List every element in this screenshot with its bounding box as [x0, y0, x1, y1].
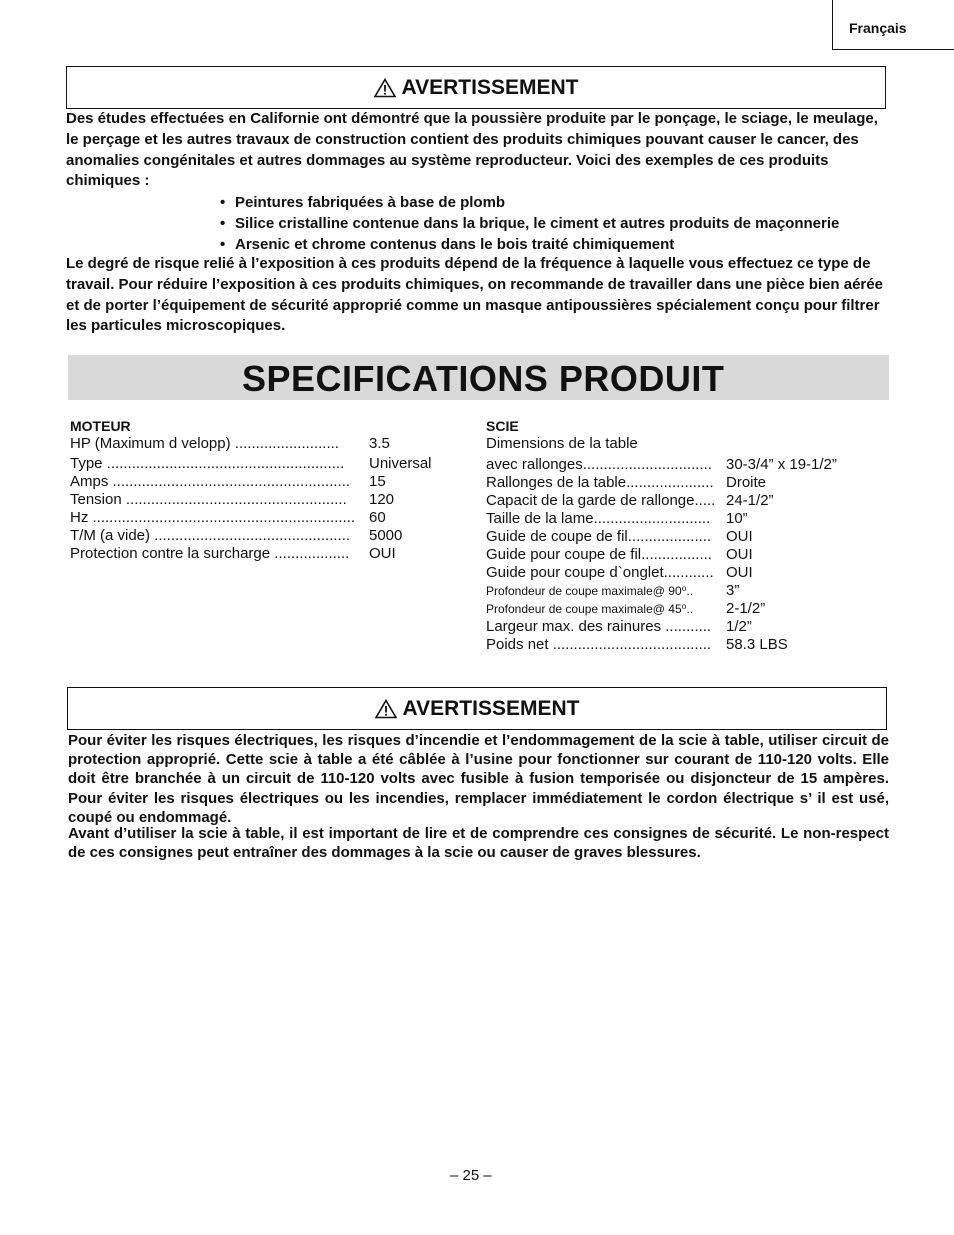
language-tab [832, 0, 954, 50]
saw-heading: SCIE [486, 418, 519, 434]
spec-row [486, 492, 837, 510]
spec-row [70, 527, 432, 545]
spec-label: avec rallonges............................... [486, 456, 712, 473]
spec-value: 60 [369, 509, 386, 526]
spec-value: 120 [369, 491, 395, 508]
chemical-list-item: • Arsenic et chrome contenus dans le bois traité chimiquement [220, 234, 839, 255]
spec-label: Tension ..................................................... [70, 491, 347, 508]
spec-row [70, 545, 432, 563]
warning-2-paragraph-1: Pour éviter les risques électriques, les risques d’incendie et l’endommagement de la scie à table, utiliser circuit de protection approprié. Cette scie à table a été câblée à l’usine pour fonctionner sur courant de 110-120 volts. Elle doit être branchée à un circuit de 110-120 volts avec fusible à fusion temporisée ou disjoncteur de 15 ampères. Pour éviter les risques électriques ou les incendies, remplacer immédiatement le cordon électrique s’ il est usé, coupé ou endommagé. [68, 732, 889, 826]
specifications-band [68, 355, 889, 400]
spec-label: Guide pour coupe d`onglet............ [486, 564, 714, 581]
warning-title-2-wrap [375, 697, 580, 721]
spec-label: Protection contre la surcharge .................. [70, 545, 350, 562]
spec-row [70, 455, 432, 473]
spec-value: 1/2” [726, 618, 752, 635]
spec-value: 3” [726, 582, 740, 599]
spec-row [486, 618, 837, 636]
spec-value: OUI [726, 564, 753, 581]
spec-row [70, 509, 432, 527]
warning-1-outro: Le degré de risque relié à l’exposition à ces produits dépend de la fréquence à laquelle vous effectuez ce type de travail. Pour réduire l’exposition à ces produits chimiques, on recommande de travailler dans une pièce bien aérée et de porter l’équipement de sécurité approprié comme un masque antipoussières spécialement conçu pour filtrer les particules microscopiques. [66, 255, 883, 335]
page-number: – 25 – [450, 1167, 492, 1184]
spec-row [486, 456, 837, 474]
spec-label: Type ......................................................... [70, 455, 345, 472]
warning-triangle-icon [374, 78, 396, 98]
spec-label: Profondeur de coupe maximale@ 90⁰.. [486, 584, 694, 598]
spec-row [486, 474, 837, 492]
spec-row [70, 435, 432, 453]
spec-value: OUI [726, 546, 753, 563]
spec-label: T/M (a vide) ............................................... [70, 527, 351, 544]
spec-label: Profondeur de coupe maximale@ 45⁰.. [486, 602, 694, 616]
spec-value: 58.3 LBS [726, 636, 788, 653]
spec-value: OUI [726, 528, 753, 545]
spec-value: 24-1/2” [726, 492, 774, 509]
spec-row [486, 600, 837, 618]
spec-value: 3.5 [369, 435, 390, 452]
spec-label: Poids net ...................................... [486, 636, 712, 653]
warning-1-intro: Des études effectuées en Californie ont démontré que la poussière produite par le ponçage, le sciage, le meulage, le perçage et les autres travaux de construction contient des produits chimiques pouvant causer le cancer, des anomalies congénitales et autres dommages au système reproducteur. Voici des exemples de ces produits chimiques : [66, 110, 878, 190]
spec-label: Hz ............................................................... [70, 509, 356, 526]
saw-specs [486, 417, 837, 654]
warning-title-1: AVERTISSEMENT [401, 75, 579, 99]
spec-label: Guide pour coupe de fil................. [486, 546, 712, 563]
spec-value: 5000 [369, 527, 403, 544]
spec-row [486, 528, 837, 546]
motor-specs [70, 417, 432, 563]
motor-heading: MOTEUR [70, 418, 131, 434]
warning-2-paragraph-2: Avant d’utiliser la scie à table, il est important de lire et de comprendre ces consignes de sécurité. Le non-respect de ces consignes peut entraîner des dommages à la scie ou causer de graves blessures. [68, 825, 889, 862]
spec-label: Guide de coupe de fil.................... [486, 528, 712, 545]
warning-header-2 [67, 687, 887, 730]
spec-row [486, 636, 837, 654]
language-label: Français [849, 20, 907, 36]
chemical-list [220, 192, 839, 255]
spec-label: Rallonges de la table..................... [486, 474, 714, 491]
spec-label: Amps ......................................................... [70, 473, 351, 490]
spec-label: Largeur max. des rainures ........... [486, 618, 712, 635]
spec-row [486, 510, 837, 528]
spec-value: Universal [369, 455, 432, 472]
spec-row [486, 564, 837, 582]
warning-triangle-icon [375, 699, 397, 719]
spec-value: Droite [726, 474, 767, 491]
warning-header-1 [66, 66, 886, 109]
chemical-list-item: • Silice cristalline contenue dans la brique, le ciment et autres produits de maçonnerie [220, 213, 839, 234]
spec-value: 30-3/4” x 19-1/2” [726, 456, 837, 473]
warning-title-1-wrap [374, 76, 579, 100]
spec-value: OUI [369, 545, 396, 562]
spec-value: 10” [726, 510, 748, 527]
spec-value: 2-1/2” [726, 600, 766, 617]
spec-label: HP (Maximum d velopp) ......................... [70, 435, 339, 452]
spec-value: 15 [369, 473, 386, 490]
warning-title-2: AVERTISSEMENT [402, 696, 580, 720]
spec-label: Taille de la lame............................ [486, 510, 711, 527]
specifications-title: SPECIFICATIONS PRODUIT [242, 358, 725, 399]
spec-row [70, 491, 432, 509]
chemical-list-item: • Peintures fabriquées à base de plomb [220, 192, 839, 213]
spec-row [486, 582, 837, 600]
spec-label: Capacit de la garde de rallonge..... [486, 492, 716, 509]
spec-row [70, 473, 432, 491]
spec-row [486, 546, 837, 564]
table-dimensions-label: Dimensions de la table [486, 435, 638, 452]
